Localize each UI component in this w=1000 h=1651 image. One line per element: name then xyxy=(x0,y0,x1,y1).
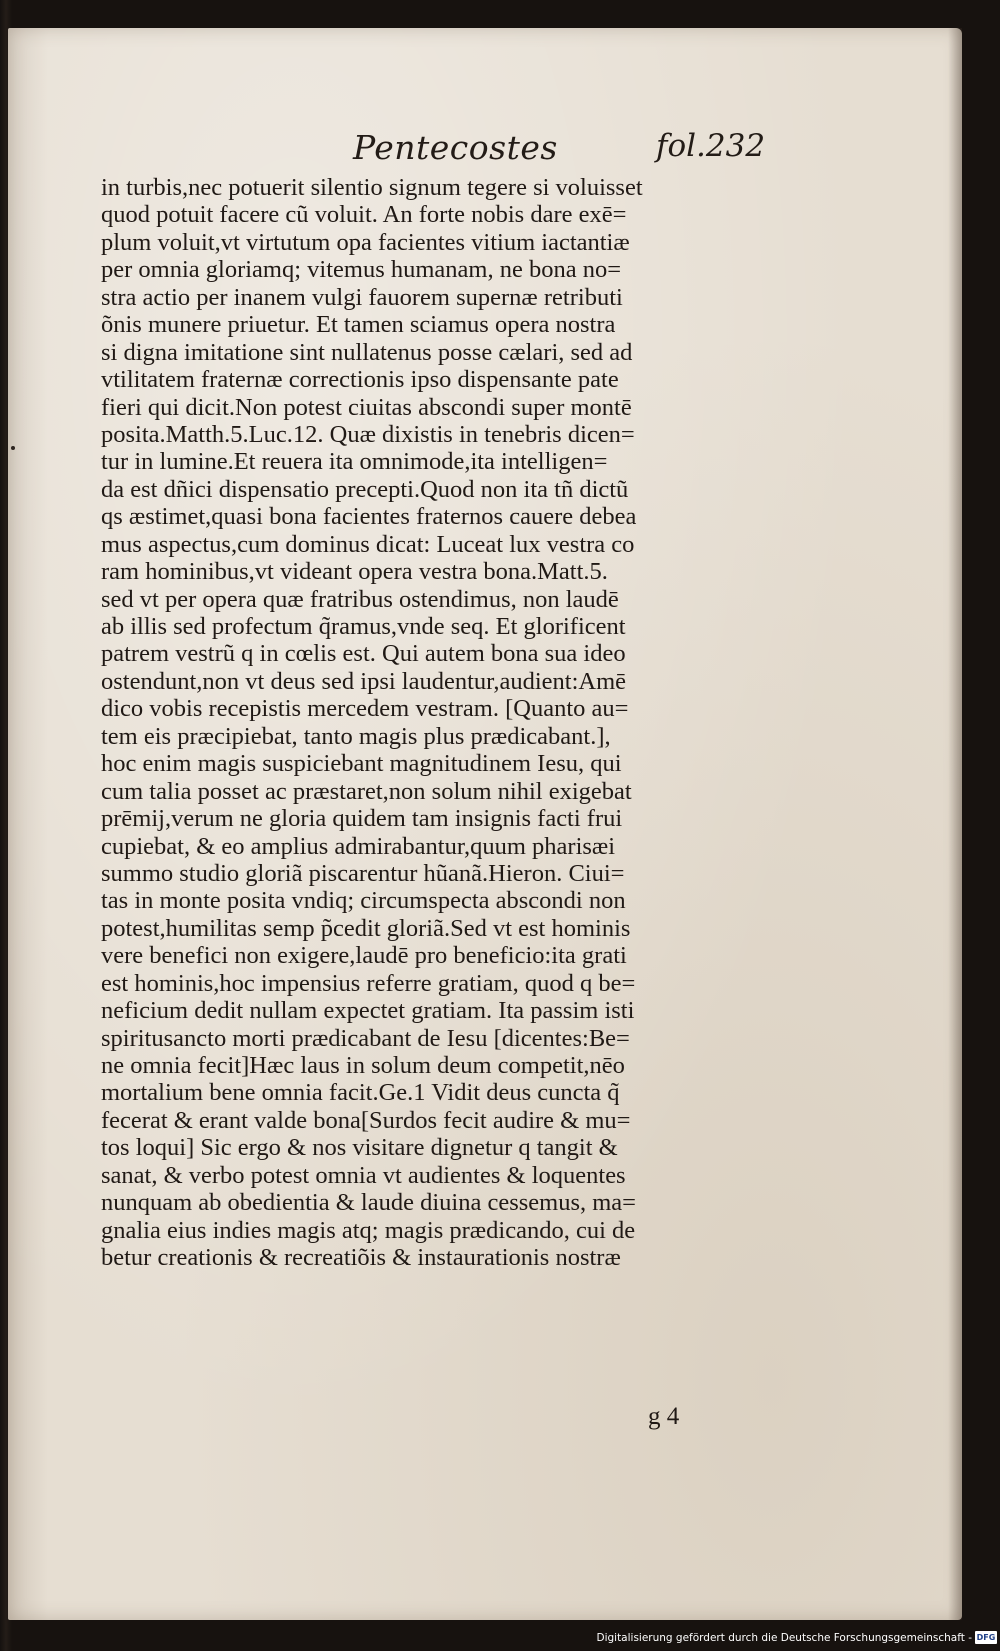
text-line: spiritusancto morti prædicabant de Iesu [dicentes:Be= xyxy=(101,1024,630,1052)
text-line: sed vt per opera quæ fratribus ostendimus, non laudē xyxy=(101,585,619,613)
folio-number: fol.232 xyxy=(656,128,766,164)
text-line: patrem vestrũ q in cœlis est. Qui autem bona sua ideo xyxy=(101,640,626,668)
text-line: neficium dedit nullam expectet gratiam. Ita passim isti xyxy=(101,997,635,1025)
text-line: ram hominibus,vt videant opera vestra bona.Matt.5. xyxy=(101,558,608,586)
text-line: per omnia gloriamq; vitemus humanam, ne bona no= xyxy=(101,256,622,284)
text-line: sanat, & verbo potest omnia vt audientes & loquentes xyxy=(101,1161,626,1189)
text-line: est hominis,hoc impensius referre gratiam, quod q be= xyxy=(101,969,636,997)
text-line: si digna imitatione sint nullatenus posse cælari, sed ad xyxy=(101,338,633,366)
text-line: mus aspectus,cum dominus dicat: Luceat lux vestra co xyxy=(101,530,635,558)
body-text xyxy=(101,174,763,1272)
text-line: tas in monte posita vndiq; circumspecta abscondi non xyxy=(101,887,626,915)
text-line: potest,humilitas semp p̃cedit gloriã.Sed vt est hominis xyxy=(101,914,631,942)
text-line: nunquam ab obedientia & laude diuina cessemus, ma= xyxy=(101,1189,636,1217)
text-line: õnis munere priuetur. Et tamen sciamus opera nostra xyxy=(101,311,616,339)
footer-bar xyxy=(0,1628,1000,1651)
text-line: tos loqui] Sic ergo & nos visitare dignetur q tangit & xyxy=(101,1134,618,1162)
book-page xyxy=(8,28,962,1620)
text-line: vere benefici non exigere,laudē pro beneficio:ita grati xyxy=(101,942,627,970)
text-line: betur creationis & recreatiõis & instaurationis nostræ xyxy=(101,1244,621,1272)
text-line: tur in lumine.Et reuera ita omnimode,ita intelligen= xyxy=(101,448,608,476)
text-line: quod potuit facere cũ voluit. An forte nobis dare exē= xyxy=(101,201,627,229)
text-line: cupiebat, & eo amplius admirabantur,quum pharisæi xyxy=(101,832,616,860)
text-line: prēmij,verum ne gloria quidem tam insignis facti frui xyxy=(101,805,623,833)
text-line: summo studio gloriã piscarentur hũanã.Hieron. Ciui= xyxy=(101,859,625,887)
signature-mark: g 4 xyxy=(648,1403,680,1430)
text-line: mortalium bene omnia facit.Ge.1 Vidit deus cuncta q̃ xyxy=(101,1079,620,1107)
running-head: Pentecostes xyxy=(353,128,558,167)
text-line: cum talia posset ac præstaret,non solum nihil exigebat xyxy=(101,777,632,805)
text-line: ne omnia fecit]Hæc laus in solum deum competit,nēo xyxy=(101,1052,625,1079)
text-line: tem eis præcipiebat, tanto magis plus prædicabant.], xyxy=(101,722,611,750)
text-line: dico vobis recepistis mercedem vestram. [Quanto au= xyxy=(101,695,629,723)
dfg-logo-text: DFG xyxy=(976,1632,996,1642)
text-line: gnalia eius indies magis atq; magis prædicando, cui de xyxy=(101,1216,636,1244)
text-line: vtilitatem fraternæ correctionis ipso dispensante pate xyxy=(101,366,619,394)
text-line: posita.Matth.5.Luc.12. Quæ dixistis in tenebris dicen= xyxy=(101,420,635,448)
text-line: fieri qui dicit.Non potest ciuitas abscondi super montē xyxy=(101,393,632,421)
text-line: ab illis sed profectum q̃ramus,vnde seq. Et glorificent xyxy=(101,613,626,640)
text-line: plum voluit,vt virtutum opa facientes vitium iactantiæ xyxy=(101,228,630,256)
page-edge-shadow xyxy=(948,28,962,1620)
dfg-logo xyxy=(975,1631,997,1644)
funding-credit: Digitalisierung gefördert durch die Deutsche Forschungsgemeinschaft - xyxy=(596,1632,972,1644)
text-line: stra actio per inanem vulgi fauorem supernæ retributi xyxy=(101,283,623,311)
text-line: ostendunt,non vt deus sed ipsi laudentur,audient:Amē xyxy=(101,667,627,695)
text-line: fecerat & erant valde bona[Surdos fecit audire & mu= xyxy=(101,1106,631,1134)
text-line: da est dñici dispensatio precepti.Quod non ita tñ dictũ xyxy=(101,475,629,503)
ink-spot xyxy=(11,446,15,450)
page-header xyxy=(8,106,962,166)
text-line: qs æstimet,quasi bona facientes fraternos cauere debea xyxy=(101,503,637,531)
text-line: in turbis,nec potuerit silentio signum tegere si voluisset xyxy=(101,174,643,201)
text-line: hoc enim magis suspiciebant magnitudinem Iesu, qui xyxy=(101,750,622,778)
